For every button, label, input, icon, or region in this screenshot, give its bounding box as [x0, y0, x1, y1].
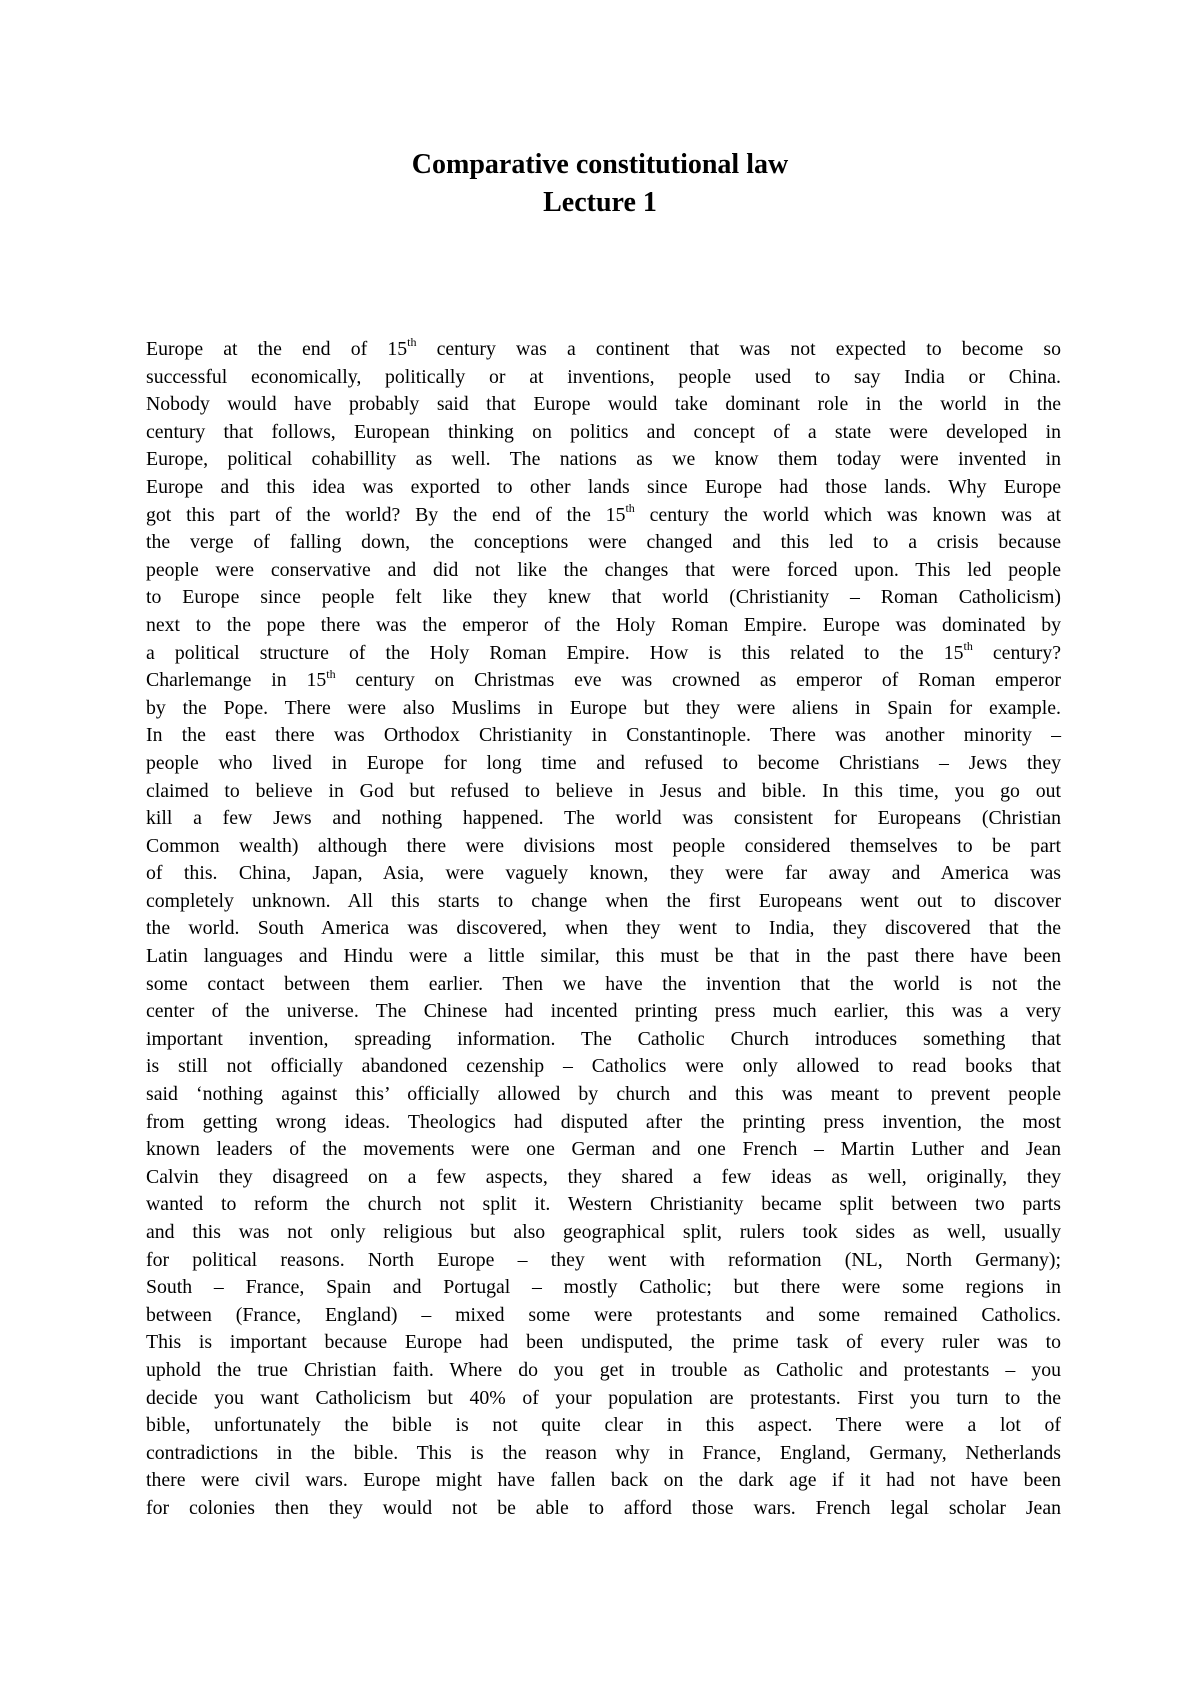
- body-text-run: South – France, Spain and Portugal – mostly Catholic; but there were some regions in: [146, 1276, 1061, 1299]
- body-text-run: decide you want Catholicism but 40% of your population are protestants. First you turn to the: [146, 1386, 1061, 1409]
- body-line: [146, 1219, 1061, 1247]
- body-text-run: successful economically, politically or at inventions, people used to say India or China.: [146, 365, 1061, 388]
- body-text-run: the world. South America was discovered, when they went to India, they discovered that the: [146, 917, 1061, 940]
- body-text-run: people were conservative and did not like the changes that were forced upon. This led people: [146, 558, 1061, 581]
- body-text-run: century?: [972, 641, 1061, 664]
- body-text-run: claimed to believe in God but refused to believe in Jesus and bible. In this time, you go out: [146, 779, 1061, 802]
- body-line: [146, 557, 1061, 585]
- body-line: [146, 1302, 1061, 1330]
- body-text-run: Charlemange in 15: [146, 669, 327, 692]
- body-text-run: wanted to reform the church not split it. Western Christianity became split between two parts: [146, 1193, 1061, 1216]
- body-line: [146, 695, 1061, 723]
- body-line: [146, 971, 1061, 999]
- body-line: [146, 1136, 1061, 1164]
- document-title: Comparative constitutional law: [411, 149, 789, 180]
- body-text-run: between (France, England) – mixed some were protestants and some remained Catholics.: [146, 1303, 1061, 1326]
- title-block: [0, 146, 1200, 222]
- body-text-run: there were civil wars. Europe might have fallen back on the dark age if it had not have been: [146, 1469, 1061, 1492]
- body-text-run: people who lived in Europe for long time and refused to become Christians – Jews they: [146, 751, 1061, 774]
- body-text-run: This is important because Europe had been undisputed, the prime task of every ruler was to: [146, 1331, 1061, 1354]
- body-line: [146, 915, 1061, 943]
- lecture-number: Lecture 1: [543, 187, 657, 218]
- body-line: [146, 805, 1061, 833]
- body-line: [146, 1247, 1061, 1275]
- body-text-run: important invention, spreading information. The Catholic Church introduces something that: [146, 1027, 1061, 1050]
- body-text-run: century was a continent that was not expected to become so: [416, 338, 1061, 360]
- body-line: [146, 1412, 1061, 1440]
- body-text-run: century on Christmas eve was crowned as emperor of Roman emperor: [335, 669, 1062, 692]
- body-text-run: from getting wrong ideas. Theologics had disputed after the printing press invention, the most: [146, 1110, 1061, 1133]
- body-line: [146, 612, 1061, 640]
- body-line: [146, 1440, 1061, 1468]
- body-text-run: to Europe since people felt like they knew that world (Christianity – Roman Catholicism): [146, 586, 1061, 609]
- ordinal-superscript: th: [407, 335, 417, 350]
- body-line: [146, 1109, 1061, 1137]
- body-line: [146, 529, 1061, 557]
- body-text-run: the verge of falling down, the conceptions were changed and this led to a crisis because: [146, 531, 1061, 554]
- body-text-run: next to the pope there was the emperor of the Holy Roman Empire. Europe was dominated by: [146, 613, 1061, 636]
- body-line: [146, 419, 1061, 447]
- body-line: [146, 640, 1061, 668]
- body-line: [146, 860, 1061, 888]
- body-text-run: completely unknown. All this starts to change when the first Europeans went out to discover: [146, 889, 1061, 912]
- body-text-run: Calvin they disagreed on a few aspects, they shared a few ideas as well, originally, they: [146, 1165, 1061, 1188]
- body-text-run: and this was not only religious but also geographical split, rulers took sides as well, usually: [146, 1221, 1061, 1243]
- body-text-run: Common wealth) although there were divisions most people considered themselves to be part: [146, 834, 1061, 857]
- body-line: [146, 667, 1061, 695]
- body-line: [146, 1329, 1061, 1357]
- body-line: [146, 474, 1061, 502]
- body-text-run: In the east there was Orthodox Christianity in Constantinople. There was another minority –: [146, 724, 1061, 747]
- body-text-run: known leaders of the movements were one German and one French – Martin Luther and Jean: [146, 1138, 1061, 1161]
- body-line: [146, 1467, 1061, 1495]
- body-text-run: some contact between them earlier. Then we have the invention that the world is not the: [146, 972, 1061, 995]
- body-text-run: Europe and this idea was exported to other lands since Europe had those lands. Why Europe: [146, 475, 1061, 498]
- body-text-run: Latin languages and Hindu were a little similar, this must be that in the past there have been: [146, 945, 1061, 968]
- body-line: [146, 1274, 1061, 1302]
- body-line: [146, 1164, 1061, 1192]
- body-paragraph: [146, 336, 1061, 1523]
- body-text-run: a political structure of the Holy Roman Empire. How is this related to the 15: [146, 641, 964, 664]
- body-text-run: century the world which was known was at: [634, 503, 1062, 526]
- body-text-run: center of the universe. The Chinese had incented printing press much earlier, this was a very: [146, 1000, 1061, 1023]
- body-line: [146, 998, 1061, 1026]
- body-line: [146, 1081, 1061, 1109]
- body-text-run: uphold the true Christian faith. Where do you get in trouble as Catholic and protestants – you: [146, 1358, 1061, 1381]
- body-line: [146, 888, 1061, 916]
- body-line: [146, 336, 1061, 364]
- body-line: [146, 446, 1061, 474]
- body-line: [146, 1385, 1061, 1413]
- body-text-run: Nobody would have probably said that Europe would take dominant role in the world in the: [146, 393, 1061, 416]
- body-line: [146, 750, 1061, 778]
- body-text-run: Europe, political cohabillity as well. The nations as we know them today were invented in: [146, 448, 1061, 471]
- body-line: [146, 778, 1061, 806]
- body-text-run: bible, unfortunately the bible is not quite clear in this aspect. There were a lot of: [146, 1414, 1061, 1437]
- body-line: [146, 391, 1061, 419]
- ordinal-superscript: th: [963, 638, 973, 653]
- body-line: [146, 1357, 1061, 1385]
- ordinal-superscript: th: [625, 500, 635, 515]
- body-line: [146, 1191, 1061, 1219]
- body-line: [146, 1053, 1061, 1081]
- body-text-run: century that follows, European thinking on politics and concept of a state were developed in: [146, 420, 1061, 443]
- body-text-run: said ‘nothing against this’ officially allowed by church and this was meant to prevent people: [146, 1083, 1061, 1106]
- body-line: [146, 364, 1061, 392]
- body-text-run: contradictions in the bible. This is the reason why in France, England, Germany, Netherlands: [146, 1441, 1061, 1464]
- body-line: [146, 833, 1061, 861]
- body-text-run: Europe at the end of 15: [146, 338, 408, 360]
- body-text-run: got this part of the world? By the end of the 15: [146, 503, 626, 526]
- body-text-run: of this. China, Japan, Asia, were vaguely known, they were far away and America was: [146, 862, 1061, 885]
- body-line: [146, 722, 1061, 750]
- body-text-run: is still not officially abandoned cezenship – Catholics were only allowed to read books that: [146, 1055, 1061, 1078]
- body-line: [146, 943, 1061, 971]
- body-text-run: by the Pope. There were also Muslims in Europe but they were aliens in Spain for example.: [146, 696, 1061, 719]
- body-line: [146, 584, 1061, 612]
- body-line: [146, 502, 1061, 530]
- body-text-run: kill a few Jews and nothing happened. The world was consistent for Europeans (Christian: [146, 807, 1061, 830]
- ordinal-superscript: th: [326, 666, 336, 681]
- body-line: [146, 1026, 1061, 1054]
- body-text-run: for colonies then they would not be able to afford those wars. French legal scholar Jean: [146, 1496, 1061, 1519]
- body-line: [146, 1495, 1061, 1523]
- body-text-run: for political reasons. North Europe – they went with reformation (NL, North Germany);: [146, 1248, 1061, 1271]
